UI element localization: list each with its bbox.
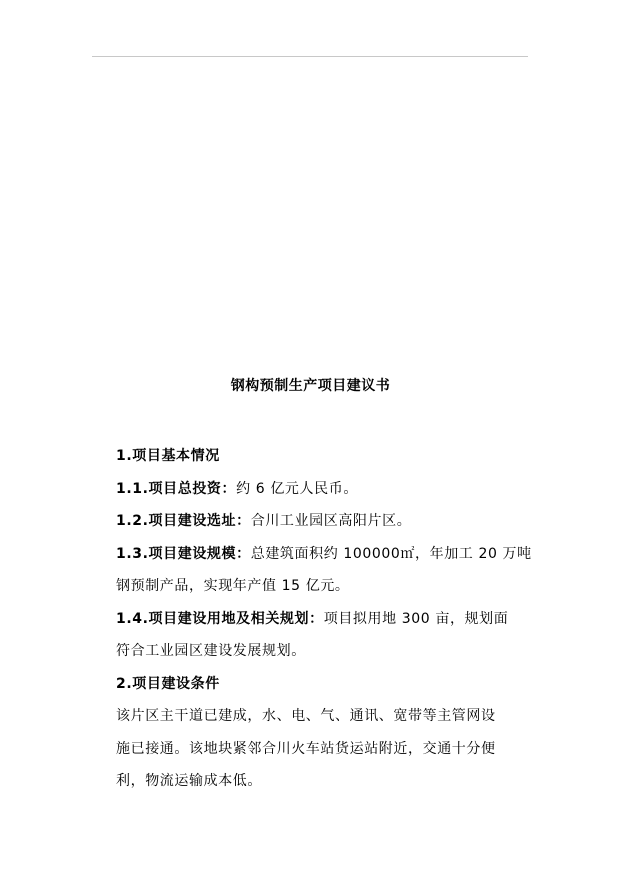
item-total-investment: [116, 473, 516, 506]
item-text: 合川工业园区高阳片区。: [250, 513, 412, 529]
item-label: 1.1.项目总投资：: [116, 480, 237, 497]
header-rule: [92, 56, 528, 57]
item-text: 约 6 亿元人民币。: [236, 480, 358, 497]
item-text: 总建筑面积约 100000㎡，年加工 20 万吨: [250, 545, 532, 562]
paragraph-line: 该片区主干道已建成，水、电、气、通讯、宽带等主管网设: [116, 708, 496, 724]
item-text: 项目拟用地 300 亩，规划面: [323, 610, 509, 627]
paragraph-line: 施已接通。该地块紧邻合川火车站货运站附近，交通十分便: [116, 740, 496, 757]
item-construction-scale: [116, 538, 532, 571]
item-land-and-planning: [116, 603, 516, 636]
section-heading-conditions: 2.项目建设条件: [116, 675, 220, 692]
item-label: 1.3.项目建设规模：: [116, 545, 251, 562]
section-heading-basic-info: 1.项目基本情况: [116, 448, 220, 464]
item-label: 1.2.项目建设选址：: [116, 513, 251, 529]
item-label: 1.4.项目建设用地及相关规划：: [116, 610, 324, 627]
item-land-and-planning-continuation: 符合工业园区建设发展规划。: [116, 643, 306, 659]
item-construction-scale-continuation: 钢预制产品，实现年产值 15 亿元。: [116, 578, 350, 594]
document-body: [116, 440, 532, 798]
paragraph-line: 利，物流运输成本低。: [116, 773, 262, 789]
document-title: 钢构预制生产项目建议书: [230, 378, 391, 394]
item-site-selection: [116, 505, 516, 538]
